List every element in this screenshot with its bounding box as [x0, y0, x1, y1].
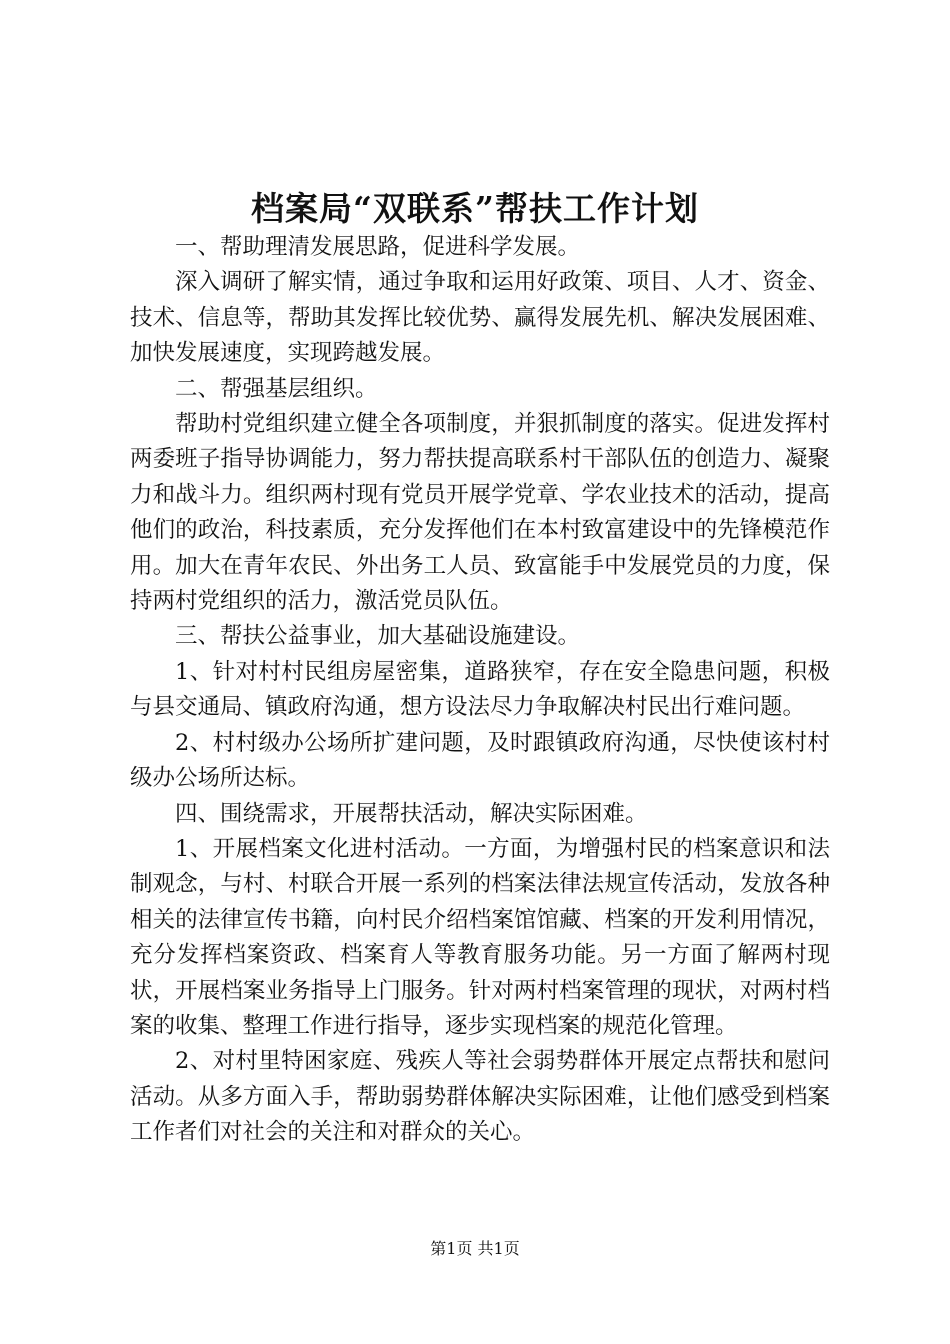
- section-heading-1: 一、帮助理清发展思路，促进科学发展。: [175, 234, 581, 260]
- paragraph-4-2: 2、对村里特困家庭、残疾人等社会弱势群体开展定点帮扶和慰问活动。从多方面入手，帮助弱势群体解决实际困难，让他们感受到档案工作者们对社会的关注和对群众的关心。: [130, 1048, 830, 1146]
- section-heading-4: 四、围绕需求，开展帮扶活动，解决实际困难。: [175, 800, 648, 827]
- paragraph-4-1: 1、开展档案文化进村活动。一方面，为增强村民的档案意识和法制观念，与村、村联合开展一系列的档案法律法规宣传活动，发放各种相关的法律宣传书籍，向村民介绍档案馆馆藏、档案的开发利用情况，充分发挥档案资政、档案育人等教育服务功能。另一方面了解两村现状，开展档案业务指导上门服务。针对两村档案管理的现状，对两村档案的收集、整理工作进行指导，逐步实现档案的规范化管理。: [130, 835, 830, 1039]
- paragraph-3-2: 2、村村级办公场所扩建问题，及时跟镇政府沟通，尽快使该村村级办公场所达标。: [130, 729, 830, 792]
- section-heading-3: 三、帮扶公益事业，加大基础设施建设。: [175, 623, 581, 650]
- document-body: [130, 230, 830, 1151]
- page-footer: 第1页 共1页: [430, 1239, 520, 1258]
- section-heading-2: 二、帮强基层组织。: [175, 375, 378, 402]
- paragraph-1: 深入调研了解实情，通过争取和运用好政策、项目、人才、资金、技术、信息等，帮助其发挥比较优势、赢得发展先机、解决发展困难、加快发展速度，实现跨越发展。: [130, 269, 830, 367]
- paragraph-3-1: 1、针对村村民组房屋密集，道路狭窄，存在安全隐患问题，积极与县交通局、镇政府沟通，想方设法尽力争取解决村民出行难问题。: [130, 658, 830, 721]
- paragraph-2: 帮助村党组织建立健全各项制度，并狠抓制度的落实。促进发挥村两委班子指导协调能力，努力帮扶提高联系村干部队伍的创造力、凝聚力和战斗力。组织两村现有党员开展学党章、学农业技术的活动，提高他们的政治，科技素质，充分发挥他们在本村致富建设中的先锋模范作用。加大在青年农民、外出务工人员、致富能手中发展党员的力度，保持两村党组织的活力，激活党员队伍。: [130, 411, 830, 615]
- document-title: 档案局“双联系”帮扶工作计划: [251, 189, 699, 228]
